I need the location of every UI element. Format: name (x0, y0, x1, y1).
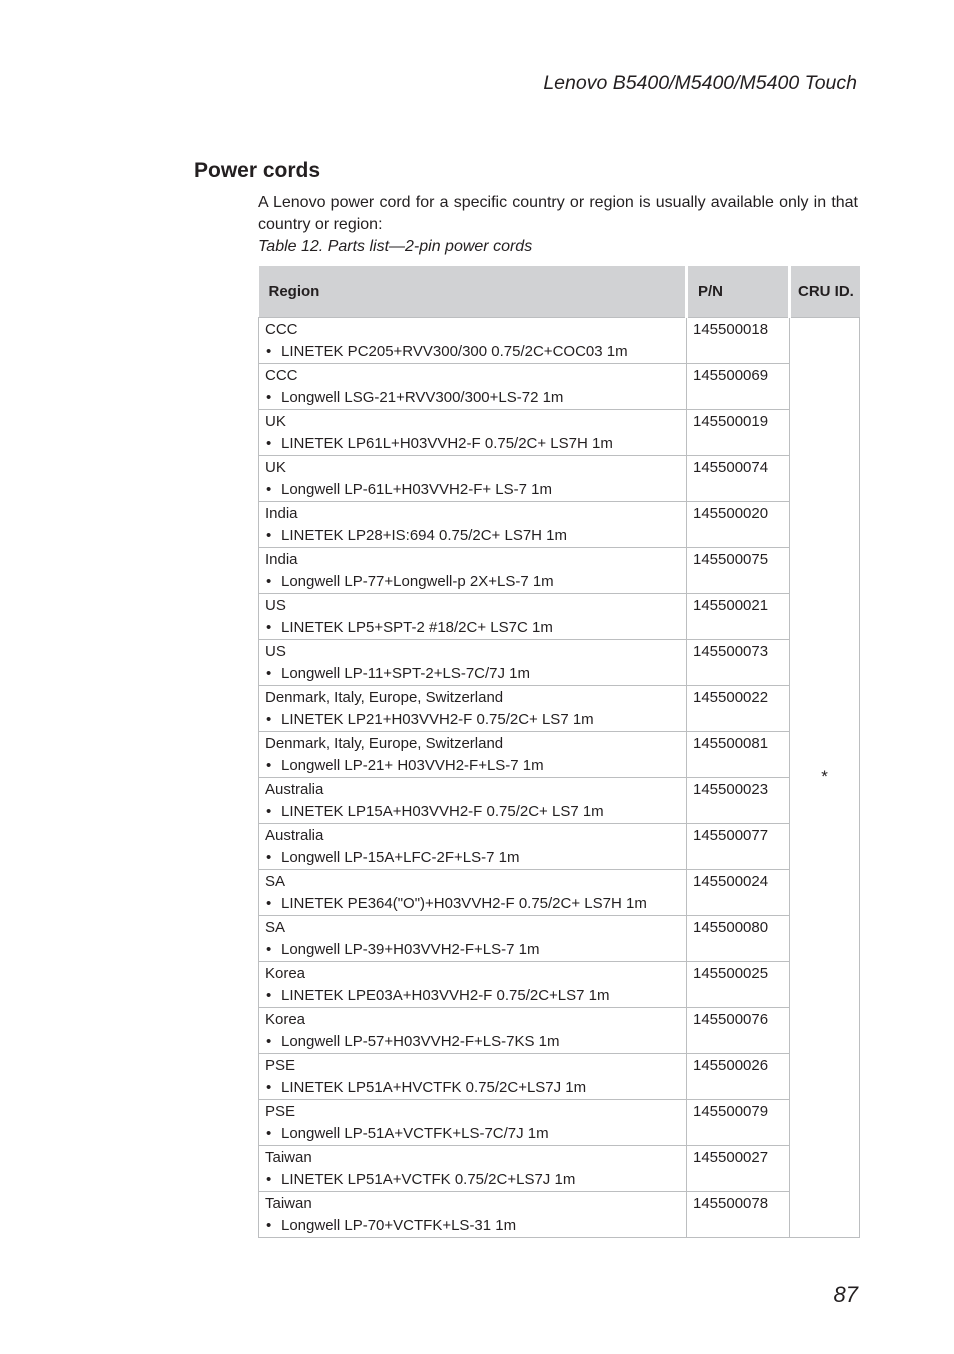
part-description (265, 479, 686, 501)
page-number: 87 (833, 1282, 858, 1307)
running-header: Lenovo B5400/M5400/M5400 Touch (543, 72, 857, 94)
part-description-text: LINETEK PE364("O")+H03VVH2-F 0.75/2C+ LS7H 1m (281, 894, 647, 912)
part-number-cell: 145500077 (687, 823, 790, 869)
part-description-text: LINETEK LP51A+VCTFK 0.75/2C+LS7J 1m (281, 1170, 576, 1188)
table-row (259, 1145, 860, 1191)
bullet-icon: • (266, 388, 272, 406)
bullet-icon: • (266, 480, 272, 498)
part-number-cell: 145500021 (687, 593, 790, 639)
region-name: PSE (265, 1056, 296, 1074)
part-number-cell: 145500023 (687, 777, 790, 823)
part-description-text: Longwell LP-57+H03VVH2-F+LS-7KS 1m (281, 1032, 560, 1050)
part-description (265, 1077, 686, 1099)
part-description (265, 801, 686, 823)
bullet-icon: • (266, 618, 272, 636)
table-header-row (259, 266, 860, 317)
part-description-text: Longwell LP-61L+H03VVH2-F+ LS-7 1m (281, 480, 552, 498)
part-number-cell: 145500074 (687, 455, 790, 501)
bullet-icon: • (266, 1032, 272, 1050)
region-name: SA (265, 918, 286, 936)
part-description (265, 893, 686, 915)
region-name: Korea (265, 964, 306, 982)
part-description-text: Longwell LP-39+H03VVH2-F+LS-7 1m (281, 940, 540, 958)
table-row (259, 823, 860, 869)
column-header-region: Region (259, 266, 687, 317)
part-description-text: LINETEK LP28+IS:694 0.75/2C+ LS7H 1m (281, 526, 568, 544)
part-description (265, 985, 686, 1007)
part-number-cell: 145500027 (687, 1145, 790, 1191)
table-row (259, 915, 860, 961)
region-cell (259, 501, 687, 547)
region-cell (259, 823, 687, 869)
part-description-text: Longwell LP-51A+VCTFK+LS-7C/7J 1m (281, 1124, 549, 1142)
region-name: US (265, 596, 286, 614)
part-description (265, 433, 686, 455)
part-number-cell: 145500078 (687, 1191, 790, 1237)
part-description (265, 525, 686, 547)
part-number-cell: 145500025 (687, 961, 790, 1007)
region-cell (259, 869, 687, 915)
bullet-icon: • (266, 940, 272, 958)
region-name: Australia (265, 826, 324, 844)
table-row (259, 1053, 860, 1099)
part-number-cell: 145500079 (687, 1099, 790, 1145)
bullet-icon: • (266, 342, 272, 360)
table-row (259, 455, 860, 501)
part-number-cell: 145500026 (687, 1053, 790, 1099)
region-name: CCC (265, 320, 298, 338)
part-description-text: Longwell LP-77+Longwell-p 2X+LS-7 1m (281, 572, 554, 590)
part-number-cell: 145500073 (687, 639, 790, 685)
region-name: CCC (265, 366, 298, 384)
region-cell (259, 317, 687, 363)
part-number-cell: 145500018 (687, 317, 790, 363)
part-number-cell: 145500024 (687, 869, 790, 915)
part-description-text: Longwell LP-70+VCTFK+LS-31 1m (281, 1216, 517, 1234)
region-cell (259, 1191, 687, 1237)
table-row (259, 1099, 860, 1145)
part-number-cell: 145500076 (687, 1007, 790, 1053)
bullet-icon: • (266, 848, 272, 866)
region-cell (259, 777, 687, 823)
part-description-text: LINETEK LP61L+H03VVH2-F 0.75/2C+ LS7H 1m (281, 434, 613, 452)
part-number-cell: 145500080 (687, 915, 790, 961)
part-number-cell: 145500022 (687, 685, 790, 731)
region-cell (259, 1053, 687, 1099)
bullet-icon: • (266, 802, 272, 820)
bullet-icon: • (266, 710, 272, 728)
region-name: Taiwan (265, 1194, 312, 1212)
part-description-text: LINETEK LPE03A+H03VVH2-F 0.75/2C+LS7 1m (281, 986, 610, 1004)
column-header-cru: CRU ID. (790, 266, 860, 317)
table-body (259, 317, 860, 1237)
part-number-cell: 145500075 (687, 547, 790, 593)
bullet-icon: • (266, 526, 272, 544)
table-row (259, 593, 860, 639)
table-row (259, 869, 860, 915)
region-cell (259, 915, 687, 961)
part-number-cell: 145500020 (687, 501, 790, 547)
bullet-icon: • (266, 1078, 272, 1096)
region-name: SA (265, 872, 286, 890)
part-description-text: Longwell LSG-21+RVV300/300+LS-72 1m (281, 388, 564, 406)
part-description-text: Longwell LP-15A+LFC-2F+LS-7 1m (281, 848, 520, 866)
table-row (259, 731, 860, 777)
region-name: UK (265, 412, 286, 430)
bullet-icon: • (266, 572, 272, 590)
part-description-text: LINETEK LP15A+H03VVH2-F 0.75/2C+ LS7 1m (281, 802, 604, 820)
region-name: US (265, 642, 286, 660)
table-row (259, 317, 860, 363)
section-title: Power cords (194, 159, 321, 182)
bullet-icon: • (266, 1216, 272, 1234)
power-cords-table (258, 266, 860, 1238)
table-row (259, 1191, 860, 1237)
region-cell (259, 363, 687, 409)
region-cell (259, 455, 687, 501)
table-row (259, 639, 860, 685)
region-name: Denmark, Italy, Europe, Switzerland (265, 734, 504, 752)
part-description-text: LINETEK PC205+RVV300/300 0.75/2C+COC03 1m (281, 342, 628, 360)
region-cell (259, 1099, 687, 1145)
region-cell (259, 547, 687, 593)
part-description-text: LINETEK LP21+H03VVH2-F 0.75/2C+ LS7 1m (281, 710, 594, 728)
table-row (259, 363, 860, 409)
table-row (259, 501, 860, 547)
bullet-icon: • (266, 894, 272, 912)
part-description (265, 939, 686, 961)
region-cell (259, 731, 687, 777)
region-cell (259, 961, 687, 1007)
region-cell (259, 593, 687, 639)
region-name: Korea (265, 1010, 306, 1028)
part-description (265, 755, 686, 777)
bullet-icon: • (266, 756, 272, 774)
region-name: PSE (265, 1102, 296, 1120)
column-header-pn: P/N (687, 266, 790, 317)
bullet-icon: • (266, 986, 272, 1004)
bullet-icon: • (266, 434, 272, 452)
region-name: UK (265, 458, 286, 476)
region-cell (259, 685, 687, 731)
part-description (265, 663, 686, 685)
region-cell (259, 639, 687, 685)
region-name: India (265, 550, 298, 568)
region-name: Denmark, Italy, Europe, Switzerland (265, 688, 504, 706)
cru-id-cell: * (790, 317, 860, 1237)
region-cell (259, 1007, 687, 1053)
region-name: Australia (265, 780, 324, 798)
part-description (265, 1169, 686, 1191)
part-description (265, 617, 686, 639)
part-description-text: LINETEK LP51A+HVCTFK 0.75/2C+LS7J 1m (281, 1078, 587, 1096)
bullet-icon: • (266, 664, 272, 682)
part-description (265, 341, 686, 363)
part-description (265, 1215, 686, 1237)
table-row (259, 547, 860, 593)
part-number-cell: 145500069 (687, 363, 790, 409)
part-description-text: Longwell LP-11+SPT-2+LS-7C/7J 1m (281, 664, 531, 682)
table-row (259, 777, 860, 823)
part-description (265, 1031, 686, 1053)
table-row (259, 409, 860, 455)
table-row (259, 961, 860, 1007)
region-name: India (265, 504, 298, 522)
part-number-cell: 145500081 (687, 731, 790, 777)
part-description (265, 847, 686, 869)
part-description (265, 709, 686, 731)
table-caption: Table 12. Parts list—2-pin power cords (258, 238, 533, 255)
bullet-icon: • (266, 1124, 272, 1142)
region-name: Taiwan (265, 1148, 312, 1166)
region-cell (259, 409, 687, 455)
bullet-icon: • (266, 1170, 272, 1188)
part-description (265, 571, 686, 593)
part-number-cell: 145500019 (687, 409, 790, 455)
table-row (259, 685, 860, 731)
part-description-text: LINETEK LP5+SPT-2 #18/2C+ LS7C 1m (281, 618, 553, 636)
part-description (265, 387, 686, 409)
region-cell (259, 1145, 687, 1191)
table-row (259, 1007, 860, 1053)
intro-paragraph: A Lenovo power cord for a specific country or region is usually available only in that country or region: (258, 194, 858, 233)
part-description-text: Longwell LP-21+ H03VVH2-F+LS-7 1m (281, 756, 544, 774)
part-description (265, 1123, 686, 1145)
